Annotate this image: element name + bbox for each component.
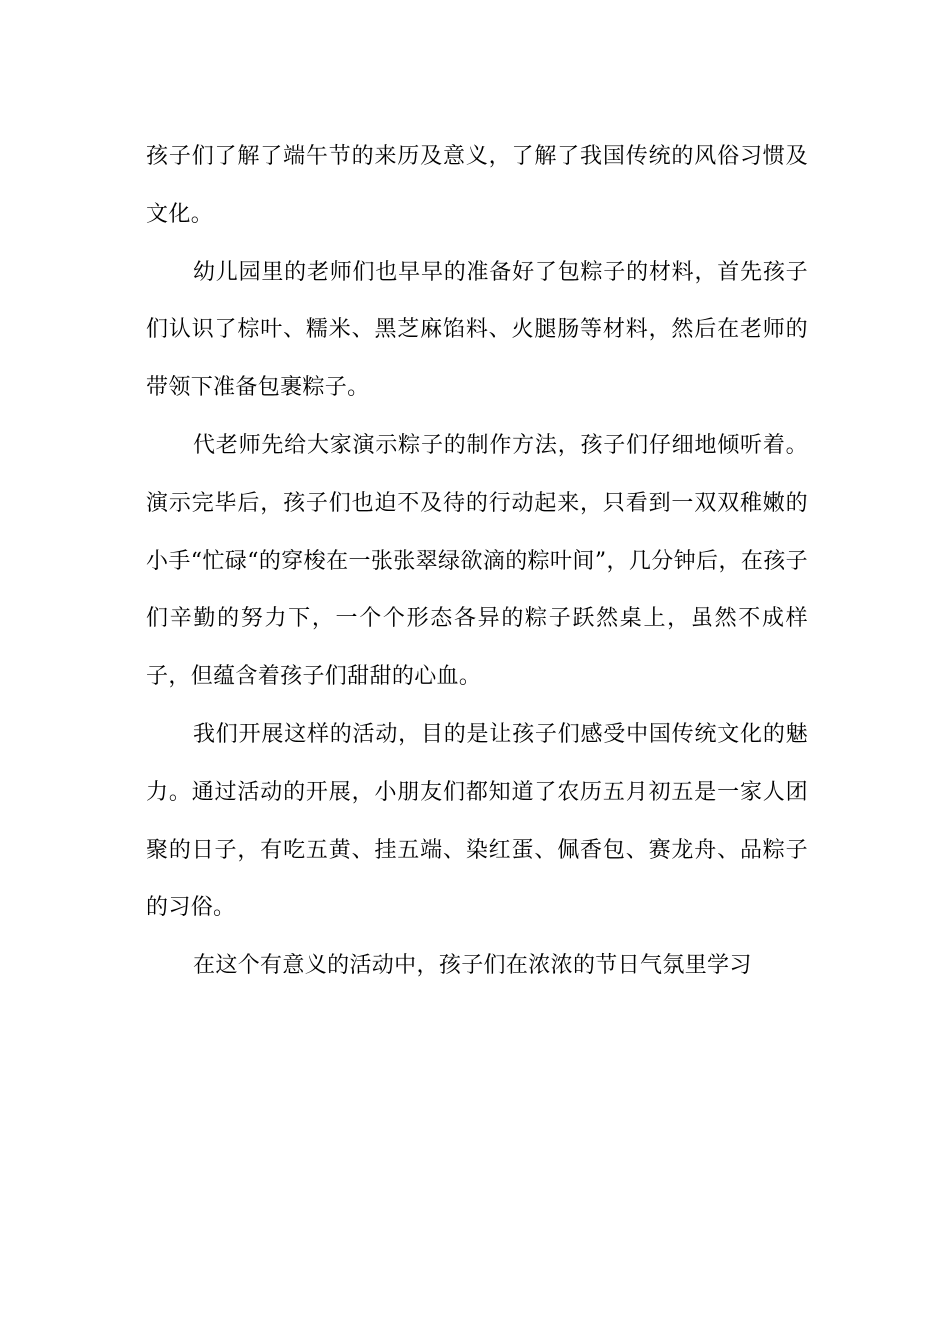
paragraph-2: 幼儿园里的老师们也早早的准备好了包粽子的材料，首先孩子们认识了棕叶、糯米、黑芝麻馅料、火腿肠等材料，然后在老师的带领下准备包裹粽子。 [146, 259, 808, 401]
document-body [146, 128, 808, 995]
paragraph-5: 在这个有意义的活动中，孩子们在浓浓的节日气氛里学习 [193, 953, 752, 979]
paragraph-1: 孩子们了解了端午节的来历及意义，了解了我国传统的风俗习惯及文化。 [146, 144, 808, 227]
paragraph-4: 我们开展这样的活动，目的是让孩子们感受中国传统文化的魅力。通过活动的开展，小朋友们都知道了农历五月初五是一家人团聚的日子，有吃五黄、挂五端、染红蛋、佩香包、赛龙舟、品粽子的习俗。 [146, 721, 808, 921]
paragraph-3: 代老师先给大家演示粽子的制作方法，孩子们仔细地倾听着。演示完毕后，孩子们也迫不及待的行动起来，只看到一双双稚嫩的小手“忙碌“的穿梭在一张张翠绿欲滴的粽叶间”，几分钟后，在孩子们辛勤的努力下，一个个形态各异的粽子跃然桌上，虽然不成样子，但蕴含着孩子们甜甜的心血。 [146, 432, 808, 690]
